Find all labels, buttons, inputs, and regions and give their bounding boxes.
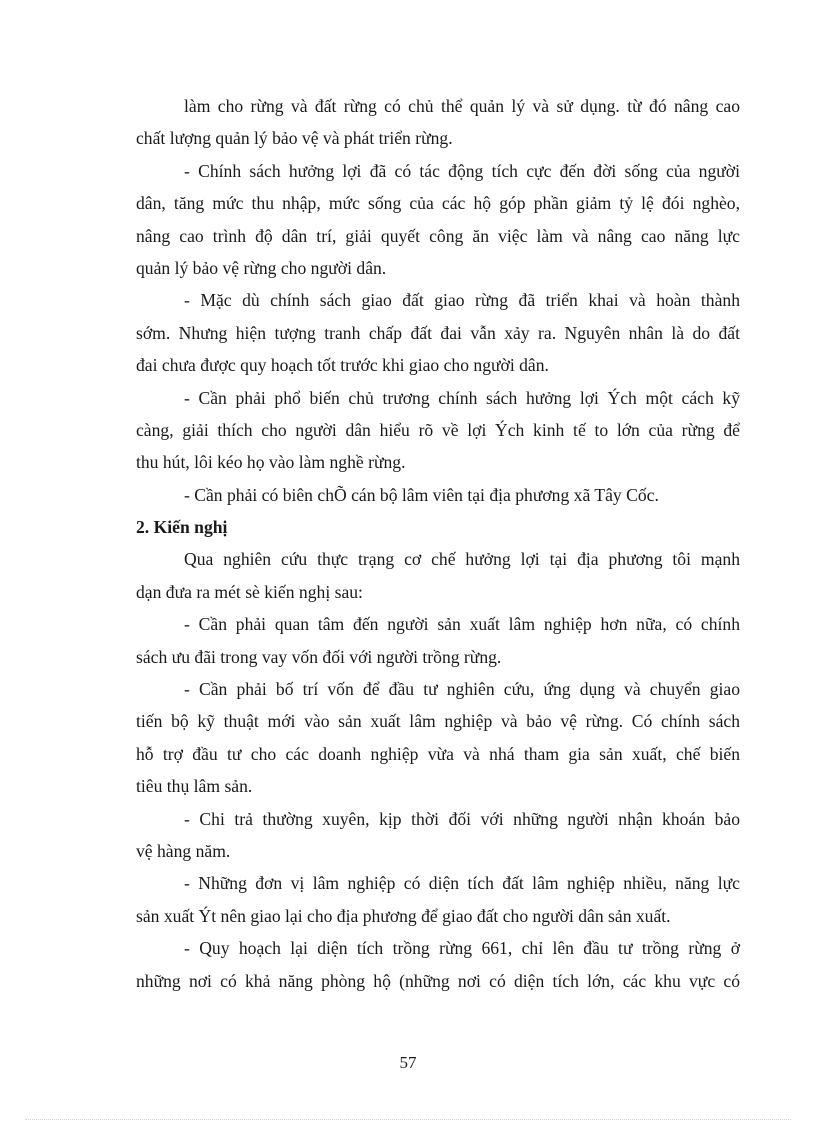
text-line: - Cần phải có biên chÕ cán bộ lâm viên tại địa phương xã Tây Cốc. [184,484,659,505]
text-line: vệ hàng năm. [136,840,231,861]
text-line: - Những đơn vị lâm nghiệp có diện tích đất lâm nghiệp nhiều, năng lực [184,873,740,894]
text-line: - Mặc dù chính sách giao đất giao rừng đã triển khai và hoàn thành [184,290,740,311]
text-line: tiến bộ kỹ thuật mới vào sản xuất lâm nghiệp và bảo vệ rừng. Có chính sách [136,711,740,732]
section-heading: 2. Kiến nghị [136,517,228,538]
text-line: - Cần phải phổ biến chủ trương chính sách hưởng lợi Ých một cách kỹ [184,387,740,408]
text-line: quản lý bảo vệ rừng cho người dân. [136,257,387,278]
text-line: dân, tăng mức thu nhập, mức sống của các hộ góp phần giảm tỷ lệ đói nghèo, [136,193,740,214]
text-line: dạn đưa ra mét sè kiến nghị sau: [136,581,363,602]
text-line: chất lượng quản lý bảo vệ và phát triển rừng. [136,128,453,149]
page-bottom-divider [25,1119,791,1120]
text-line: - Quy hoạch lại diện tích trồng rừng 661, chỉ lên đầu tư trồng rừng ở [184,938,740,959]
text-line: càng, giải thích cho người dân hiểu rõ về lợi Ých kinh tế to lớn của rừng để [136,419,740,440]
text-line: - Chi trả thường xuyên, kịp thời đối với những người nhận khoán bảo [184,808,740,829]
text-line: tiêu thụ lâm sản. [136,776,253,797]
text-line: - Cần phải quan tâm đến người sản xuất lâm nghiệp hơn nữa, có chính [184,614,740,635]
document-body [136,90,740,997]
text-line: - Cần phải bố trí vốn để đầu tư nghiên cứu, ứng dụng và chuyển giao [184,679,740,700]
text-line: nâng cao trình độ dân trí, giải quyết công ăn việc làm và nâng cao năng lực [136,225,740,246]
text-line: thu hút, lôi kéo họ vào làm nghề rừng. [136,452,406,473]
text-line: sách ưu đãi trong vay vốn đối với người trồng rừng. [136,646,502,667]
text-line: làm cho rừng và đất rừng có chủ thể quản lý và sử dụng. từ đó nâng cao [184,96,740,116]
text-line: sản xuất Ýt nên giao lại cho địa phương để giao đất cho người dân sản xuất. [136,905,671,926]
text-line: hỗ trợ đầu tư cho các doanh nghiệp vừa và nhá tham gia sản xuất, chế biến [136,743,740,764]
text-line: đai chưa được quy hoạch tốt trước khi giao cho người dân. [136,355,549,376]
text-line: Qua nghiên cứu thực trạng cơ chế hưởng lợi tại địa phương tôi mạnh [184,549,740,570]
text-line: sớm. Nhưng hiện tượng tranh chấp đất đai vẫn xảy ra. Nguyên nhân là do đất [136,322,740,343]
page-number: 57 [399,1053,417,1072]
text-line: - Chính sách hưởng lợi đã có tác động tích cực đến đời sống của người [184,160,740,181]
text-line: những nơi có khả năng phòng hộ (những nơi có diện tích lớn, các khu vực có [136,970,740,991]
